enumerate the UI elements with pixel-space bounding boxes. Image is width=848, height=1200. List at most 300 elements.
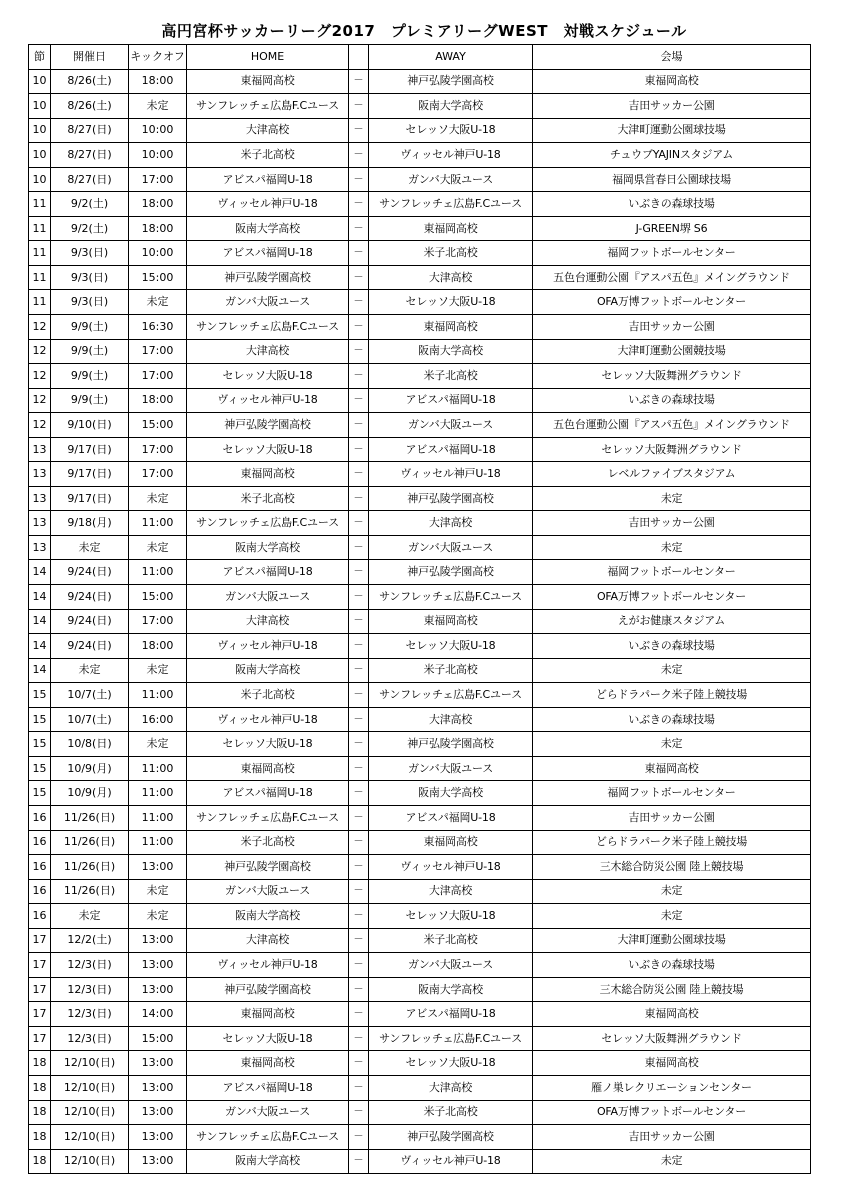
- header-venue: 会場: [533, 45, 811, 70]
- cell-venue: 三木総合防災公園 陸上競技場: [533, 855, 811, 880]
- cell-kickoff: 18:00: [129, 69, 187, 94]
- cell-home: アビスパ福岡U-18: [187, 560, 349, 585]
- cell-kickoff: 13:00: [129, 953, 187, 978]
- cell-kickoff: 13:00: [129, 928, 187, 953]
- cell-home: セレッソ大阪U-18: [187, 437, 349, 462]
- cell-away: 東福岡高校: [369, 830, 533, 855]
- cell-venue: 五色台運動公園『アスパ五色』メイングラウンド: [533, 265, 811, 290]
- cell-date: 9/17(日): [51, 437, 129, 462]
- cell-kickoff: 10:00: [129, 143, 187, 168]
- cell-sec: 12: [29, 315, 51, 340]
- cell-sec: 10: [29, 118, 51, 143]
- cell-home: サンフレッチェ広島F.Cユース: [187, 315, 349, 340]
- cell-sec: 11: [29, 290, 51, 315]
- cell-away: ガンバ大阪ユース: [369, 167, 533, 192]
- cell-sec: 12: [29, 388, 51, 413]
- cell-date: 8/26(土): [51, 69, 129, 94]
- cell-venue: 未定: [533, 732, 811, 757]
- cell-sec: 13: [29, 535, 51, 560]
- cell-venue: 吉田サッカー公園: [533, 805, 811, 830]
- table-row: [29, 634, 811, 659]
- cell-sec: 17: [29, 928, 51, 953]
- cell-home: 大津高校: [187, 928, 349, 953]
- cell-date: 9/2(土): [51, 216, 129, 241]
- cell-kickoff: 未定: [129, 290, 187, 315]
- cell-away: 米子北高校: [369, 928, 533, 953]
- cell-home: アビスパ福岡U-18: [187, 781, 349, 806]
- table-row: [29, 339, 811, 364]
- table-row: [29, 658, 811, 683]
- cell-away: 大津高校: [369, 879, 533, 904]
- table-row: [29, 486, 811, 511]
- cell-kickoff: 未定: [129, 535, 187, 560]
- cell-away: ガンバ大阪ユース: [369, 535, 533, 560]
- cell-away: ガンバ大阪ユース: [369, 953, 533, 978]
- cell-venue: 東福岡高校: [533, 69, 811, 94]
- cell-sep: －: [349, 928, 369, 953]
- cell-venue: セレッソ大阪舞洲グラウンド: [533, 364, 811, 389]
- cell-sec: 16: [29, 904, 51, 929]
- cell-kickoff: 13:00: [129, 1075, 187, 1100]
- table-row: [29, 977, 811, 1002]
- cell-kickoff: 17:00: [129, 609, 187, 634]
- cell-sep: －: [349, 855, 369, 880]
- cell-home: アビスパ福岡U-18: [187, 167, 349, 192]
- header-date: 開催日: [51, 45, 129, 70]
- cell-home: 大津高校: [187, 609, 349, 634]
- cell-date: 12/10(日): [51, 1125, 129, 1150]
- cell-sec: 12: [29, 364, 51, 389]
- cell-kickoff: 18:00: [129, 634, 187, 659]
- cell-sep: －: [349, 1075, 369, 1100]
- schedule-table: [28, 44, 811, 1174]
- cell-date: 11/26(日): [51, 830, 129, 855]
- cell-venue: 吉田サッカー公園: [533, 511, 811, 536]
- cell-home: 東福岡高校: [187, 1002, 349, 1027]
- table-row: [29, 265, 811, 290]
- table-row: [29, 1075, 811, 1100]
- cell-away: 米子北高校: [369, 1100, 533, 1125]
- cell-away: 神戸弘陵学園高校: [369, 69, 533, 94]
- cell-away: サンフレッチェ広島F.Cユース: [369, 1026, 533, 1051]
- cell-sep: －: [349, 1002, 369, 1027]
- cell-away: 阪南大学高校: [369, 781, 533, 806]
- cell-sec: 10: [29, 143, 51, 168]
- cell-date: 8/26(土): [51, 94, 129, 119]
- cell-home: 神戸弘陵学園高校: [187, 977, 349, 1002]
- table-row: [29, 241, 811, 266]
- cell-venue: 未定: [533, 904, 811, 929]
- cell-date: 12/3(日): [51, 1002, 129, 1027]
- cell-home: ヴィッセル神戸U-18: [187, 634, 349, 659]
- cell-home: 米子北高校: [187, 486, 349, 511]
- cell-away: セレッソ大阪U-18: [369, 904, 533, 929]
- cell-kickoff: 11:00: [129, 830, 187, 855]
- cell-venue: 吉田サッカー公園: [533, 1125, 811, 1150]
- cell-kickoff: 13:00: [129, 1100, 187, 1125]
- cell-home: 阪南大学高校: [187, 658, 349, 683]
- cell-sec: 10: [29, 69, 51, 94]
- cell-home: 大津高校: [187, 339, 349, 364]
- cell-home: 阪南大学高校: [187, 535, 349, 560]
- cell-date: 9/9(土): [51, 315, 129, 340]
- cell-sep: －: [349, 241, 369, 266]
- cell-date: 10/9(月): [51, 756, 129, 781]
- table-row: [29, 94, 811, 119]
- table-row: [29, 290, 811, 315]
- cell-kickoff: 13:00: [129, 977, 187, 1002]
- cell-sec: 18: [29, 1051, 51, 1076]
- table-row: [29, 609, 811, 634]
- cell-kickoff: 13:00: [129, 1051, 187, 1076]
- cell-away: 神戸弘陵学園高校: [369, 560, 533, 585]
- cell-venue: 東福岡高校: [533, 756, 811, 781]
- cell-home: ガンバ大阪ユース: [187, 585, 349, 610]
- cell-away: アビスパ福岡U-18: [369, 805, 533, 830]
- cell-away: 大津高校: [369, 265, 533, 290]
- cell-away: セレッソ大阪U-18: [369, 118, 533, 143]
- table-row: [29, 437, 811, 462]
- cell-kickoff: 10:00: [129, 118, 187, 143]
- cell-sep: －: [349, 339, 369, 364]
- cell-away: アビスパ福岡U-18: [369, 388, 533, 413]
- cell-venue: 東福岡高校: [533, 1051, 811, 1076]
- cell-kickoff: 未定: [129, 732, 187, 757]
- cell-away: サンフレッチェ広島F.Cユース: [369, 192, 533, 217]
- table-row: [29, 560, 811, 585]
- cell-sec: 18: [29, 1149, 51, 1174]
- cell-sep: －: [349, 585, 369, 610]
- cell-sec: 11: [29, 241, 51, 266]
- table-row: [29, 143, 811, 168]
- cell-away: 神戸弘陵学園高校: [369, 1125, 533, 1150]
- cell-venue: 大津町運動公園球技場: [533, 928, 811, 953]
- table-row: [29, 1026, 811, 1051]
- cell-away: ヴィッセル神戸U-18: [369, 855, 533, 880]
- cell-home: 東福岡高校: [187, 69, 349, 94]
- cell-date: 9/24(日): [51, 560, 129, 585]
- cell-kickoff: 11:00: [129, 781, 187, 806]
- table-row: [29, 781, 811, 806]
- cell-sep: －: [349, 634, 369, 659]
- cell-venue: レベルファイブスタジアム: [533, 462, 811, 487]
- cell-venue: どらドラパーク米子陸上競技場: [533, 830, 811, 855]
- cell-sec: 17: [29, 977, 51, 1002]
- cell-kickoff: 11:00: [129, 756, 187, 781]
- cell-venue: 福岡フットボールセンター: [533, 241, 811, 266]
- cell-kickoff: 18:00: [129, 192, 187, 217]
- table-row: [29, 462, 811, 487]
- cell-venue: 雁ノ巣レクリエーションセンター: [533, 1075, 811, 1100]
- cell-date: 未定: [51, 904, 129, 929]
- cell-away: サンフレッチェ広島F.Cユース: [369, 585, 533, 610]
- cell-kickoff: 17:00: [129, 364, 187, 389]
- cell-sec: 15: [29, 683, 51, 708]
- cell-sec: 18: [29, 1075, 51, 1100]
- cell-home: ヴィッセル神戸U-18: [187, 192, 349, 217]
- cell-sep: －: [349, 756, 369, 781]
- cell-sep: －: [349, 167, 369, 192]
- cell-away: ガンバ大阪ユース: [369, 413, 533, 438]
- cell-kickoff: 未定: [129, 658, 187, 683]
- cell-date: 9/24(日): [51, 634, 129, 659]
- cell-home: ガンバ大阪ユース: [187, 879, 349, 904]
- cell-away: 米子北高校: [369, 364, 533, 389]
- header-away: AWAY: [369, 45, 533, 70]
- cell-kickoff: 15:00: [129, 413, 187, 438]
- cell-kickoff: 15:00: [129, 1026, 187, 1051]
- cell-sec: 11: [29, 216, 51, 241]
- cell-date: 10/9(月): [51, 781, 129, 806]
- page-title: 高円宮杯サッカーリーグ2017 プレミアリーグWEST 対戦スケジュール: [161, 22, 687, 40]
- cell-sec: 11: [29, 265, 51, 290]
- cell-venue: 未定: [533, 535, 811, 560]
- cell-away: 米子北高校: [369, 658, 533, 683]
- cell-venue: 福岡県営春日公園球技場: [533, 167, 811, 192]
- cell-away: アビスパ福岡U-18: [369, 1002, 533, 1027]
- cell-away: ガンバ大阪ユース: [369, 756, 533, 781]
- cell-venue: 福岡フットボールセンター: [533, 560, 811, 585]
- cell-sep: －: [349, 977, 369, 1002]
- cell-away: ヴィッセル神戸U-18: [369, 143, 533, 168]
- cell-sec: 16: [29, 830, 51, 855]
- table-row: [29, 904, 811, 929]
- cell-date: 9/9(土): [51, 388, 129, 413]
- cell-sec: 16: [29, 855, 51, 880]
- header-kickoff: キックオフ: [129, 45, 187, 70]
- cell-home: セレッソ大阪U-18: [187, 732, 349, 757]
- cell-home: 阪南大学高校: [187, 1149, 349, 1174]
- cell-home: ヴィッセル神戸U-18: [187, 953, 349, 978]
- cell-sec: 16: [29, 879, 51, 904]
- table-row: [29, 928, 811, 953]
- cell-kickoff: 11:00: [129, 560, 187, 585]
- table-row: [29, 69, 811, 94]
- cell-venue: いぶきの森球技場: [533, 707, 811, 732]
- cell-date: 10/7(土): [51, 707, 129, 732]
- cell-kickoff: 13:00: [129, 1149, 187, 1174]
- table-row: [29, 511, 811, 536]
- cell-kickoff: 13:00: [129, 855, 187, 880]
- cell-date: 11/26(日): [51, 879, 129, 904]
- cell-kickoff: 未定: [129, 486, 187, 511]
- cell-date: 未定: [51, 535, 129, 560]
- cell-venue: いぶきの森球技場: [533, 192, 811, 217]
- table-row: [29, 756, 811, 781]
- cell-home: 東福岡高校: [187, 1051, 349, 1076]
- table-row: [29, 1002, 811, 1027]
- cell-venue: いぶきの森球技場: [533, 953, 811, 978]
- cell-home: 東福岡高校: [187, 756, 349, 781]
- table-row: [29, 216, 811, 241]
- cell-sep: －: [349, 364, 369, 389]
- cell-sep: －: [349, 290, 369, 315]
- cell-home: 神戸弘陵学園高校: [187, 413, 349, 438]
- cell-home: アビスパ福岡U-18: [187, 1075, 349, 1100]
- cell-date: 12/3(日): [51, 977, 129, 1002]
- cell-sec: 18: [29, 1100, 51, 1125]
- cell-away: セレッソ大阪U-18: [369, 634, 533, 659]
- cell-sec: 13: [29, 511, 51, 536]
- cell-venue: えがお健康スタジアム: [533, 609, 811, 634]
- cell-home: セレッソ大阪U-18: [187, 1026, 349, 1051]
- table-row: [29, 855, 811, 880]
- table-row: [29, 1125, 811, 1150]
- cell-kickoff: 未定: [129, 94, 187, 119]
- cell-sep: －: [349, 683, 369, 708]
- cell-venue: 五色台運動公園『アスパ五色』メイングラウンド: [533, 413, 811, 438]
- cell-venue: 大津町運動公園競技場: [533, 339, 811, 364]
- table-row: [29, 388, 811, 413]
- cell-sep: －: [349, 830, 369, 855]
- cell-date: 9/3(日): [51, 241, 129, 266]
- table-row: [29, 683, 811, 708]
- cell-venue: セレッソ大阪舞洲グラウンド: [533, 437, 811, 462]
- cell-sep: －: [349, 486, 369, 511]
- cell-home: 東福岡高校: [187, 462, 349, 487]
- cell-date: 9/9(土): [51, 339, 129, 364]
- cell-away: 東福岡高校: [369, 609, 533, 634]
- cell-away: 米子北高校: [369, 241, 533, 266]
- table-row: [29, 1051, 811, 1076]
- cell-date: 9/10(日): [51, 413, 129, 438]
- cell-away: 阪南大学高校: [369, 94, 533, 119]
- header-sep: [349, 45, 369, 70]
- table-row: [29, 167, 811, 192]
- cell-home: 阪南大学高校: [187, 216, 349, 241]
- cell-venue: OFA万博フットボールセンター: [533, 290, 811, 315]
- header-home: HOME: [187, 45, 349, 70]
- cell-venue: J-GREEN堺 S6: [533, 216, 811, 241]
- cell-venue: 東福岡高校: [533, 1002, 811, 1027]
- cell-date: 9/24(日): [51, 609, 129, 634]
- cell-away: 大津高校: [369, 707, 533, 732]
- cell-venue: チュウブYAJINスタジアム: [533, 143, 811, 168]
- cell-home: 米子北高校: [187, 143, 349, 168]
- cell-sec: 18: [29, 1125, 51, 1150]
- table-row: [29, 364, 811, 389]
- cell-sep: －: [349, 94, 369, 119]
- cell-sep: －: [349, 781, 369, 806]
- cell-home: 大津高校: [187, 118, 349, 143]
- cell-date: 12/10(日): [51, 1051, 129, 1076]
- table-row: [29, 732, 811, 757]
- cell-venue: 大津町運動公園球技場: [533, 118, 811, 143]
- cell-sep: －: [349, 1026, 369, 1051]
- cell-sec: 10: [29, 167, 51, 192]
- cell-date: 9/3(日): [51, 290, 129, 315]
- cell-sep: －: [349, 732, 369, 757]
- cell-home: ヴィッセル神戸U-18: [187, 388, 349, 413]
- cell-date: 9/3(日): [51, 265, 129, 290]
- cell-sep: －: [349, 69, 369, 94]
- cell-sep: －: [349, 953, 369, 978]
- cell-away: 神戸弘陵学園高校: [369, 486, 533, 511]
- cell-sec: 13: [29, 486, 51, 511]
- cell-venue: 未定: [533, 1149, 811, 1174]
- cell-sep: －: [349, 904, 369, 929]
- header-sec: 節: [29, 45, 51, 70]
- cell-date: 8/27(日): [51, 167, 129, 192]
- cell-away: 東福岡高校: [369, 315, 533, 340]
- cell-sep: －: [349, 707, 369, 732]
- cell-date: 12/2(土): [51, 928, 129, 953]
- cell-sep: －: [349, 535, 369, 560]
- cell-sep: －: [349, 143, 369, 168]
- cell-home: 神戸弘陵学園高校: [187, 855, 349, 880]
- cell-sec: 13: [29, 437, 51, 462]
- cell-date: 11/26(日): [51, 805, 129, 830]
- cell-kickoff: 11:00: [129, 511, 187, 536]
- cell-kickoff: 13:00: [129, 1125, 187, 1150]
- cell-kickoff: 16:30: [129, 315, 187, 340]
- cell-sep: －: [349, 1100, 369, 1125]
- cell-date: 10/7(土): [51, 683, 129, 708]
- cell-sep: －: [349, 413, 369, 438]
- cell-date: 8/27(日): [51, 143, 129, 168]
- cell-sec: 12: [29, 413, 51, 438]
- cell-home: 米子北高校: [187, 683, 349, 708]
- table-row: [29, 805, 811, 830]
- cell-sec: 10: [29, 94, 51, 119]
- cell-venue: OFA万博フットボールセンター: [533, 1100, 811, 1125]
- cell-home: サンフレッチェ広島F.Cユース: [187, 94, 349, 119]
- cell-home: サンフレッチェ広島F.Cユース: [187, 511, 349, 536]
- cell-sep: －: [349, 265, 369, 290]
- cell-venue: いぶきの森球技場: [533, 388, 811, 413]
- table-row: [29, 1149, 811, 1174]
- cell-sec: 15: [29, 756, 51, 781]
- cell-sep: －: [349, 511, 369, 536]
- cell-venue: どらドラパーク米子陸上競技場: [533, 683, 811, 708]
- cell-sec: 17: [29, 1026, 51, 1051]
- table-row: [29, 1100, 811, 1125]
- cell-sep: －: [349, 192, 369, 217]
- cell-sec: 15: [29, 732, 51, 757]
- cell-kickoff: 18:00: [129, 216, 187, 241]
- cell-away: 阪南大学高校: [369, 977, 533, 1002]
- cell-home: サンフレッチェ広島F.Cユース: [187, 805, 349, 830]
- cell-sec: 14: [29, 609, 51, 634]
- cell-home: 米子北高校: [187, 830, 349, 855]
- cell-kickoff: 15:00: [129, 585, 187, 610]
- table-row: [29, 585, 811, 610]
- table-row: [29, 413, 811, 438]
- cell-home: アビスパ福岡U-18: [187, 241, 349, 266]
- cell-venue: 吉田サッカー公園: [533, 94, 811, 119]
- cell-sec: 17: [29, 1002, 51, 1027]
- cell-kickoff: 17:00: [129, 462, 187, 487]
- cell-kickoff: 未定: [129, 879, 187, 904]
- cell-sep: －: [349, 1051, 369, 1076]
- header-row: [29, 45, 811, 70]
- cell-kickoff: 17:00: [129, 167, 187, 192]
- cell-kickoff: 17:00: [129, 339, 187, 364]
- table-row: [29, 879, 811, 904]
- cell-sec: 14: [29, 560, 51, 585]
- cell-home: セレッソ大阪U-18: [187, 364, 349, 389]
- cell-date: 9/17(日): [51, 486, 129, 511]
- cell-venue: OFA万博フットボールセンター: [533, 585, 811, 610]
- cell-kickoff: 14:00: [129, 1002, 187, 1027]
- cell-away: 大津高校: [369, 1075, 533, 1100]
- cell-sec: 12: [29, 339, 51, 364]
- cell-away: ヴィッセル神戸U-18: [369, 1149, 533, 1174]
- cell-date: 9/24(日): [51, 585, 129, 610]
- cell-venue: 未定: [533, 486, 811, 511]
- cell-sec: 13: [29, 462, 51, 487]
- cell-kickoff: 11:00: [129, 683, 187, 708]
